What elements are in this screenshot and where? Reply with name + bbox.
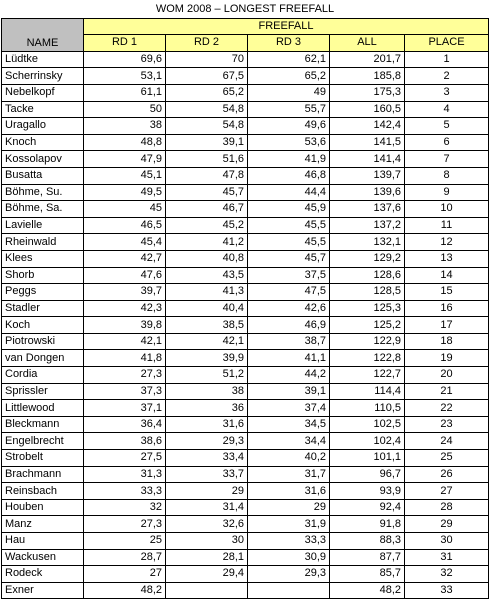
cell-name[interactable]: Kossolapov — [2, 151, 84, 168]
table-row — [2, 51, 489, 68]
cell-rd3[interactable]: 42,6 — [248, 300, 330, 317]
cell-rd1[interactable]: 47,9 — [84, 151, 166, 168]
cell-rd2[interactable]: 30 — [166, 533, 248, 550]
cell-place[interactable]: 2 — [405, 68, 489, 85]
cell-rd2[interactable]: 39,9 — [166, 350, 248, 367]
cell-name[interactable]: Hau — [2, 533, 84, 550]
cell-all[interactable]: 175,3 — [330, 84, 405, 101]
cell-rd2[interactable]: 70 — [166, 51, 248, 68]
cell-name[interactable]: van Dongen — [2, 350, 84, 367]
cell-place[interactable]: 14 — [405, 267, 489, 284]
cell-rd2[interactable]: 28,1 — [166, 549, 248, 566]
cell-all[interactable]: 129,2 — [330, 250, 405, 267]
table-row — [2, 84, 489, 101]
cell-place[interactable]: 25 — [405, 450, 489, 467]
table-row — [2, 483, 489, 500]
cell-all[interactable]: 110,5 — [330, 400, 405, 417]
cell-name[interactable]: Littlewood — [2, 400, 84, 417]
table-row — [2, 184, 489, 201]
results-sheet — [1, 2, 489, 599]
table-row — [2, 450, 489, 467]
cell-rd2[interactable]: 54,8 — [166, 118, 248, 135]
cell-rd1[interactable]: 31,3 — [84, 466, 166, 483]
cell-name[interactable]: Wackusen — [2, 549, 84, 566]
cell-rd1[interactable]: 69,6 — [84, 51, 166, 68]
cell-rd2[interactable]: 31,4 — [166, 499, 248, 516]
cell-name[interactable]: Lüdtke — [2, 51, 84, 68]
cell-rd2[interactable]: 40,4 — [166, 300, 248, 317]
table-row — [2, 217, 489, 234]
cell-rd2[interactable]: 31,6 — [166, 416, 248, 433]
cell-name[interactable]: Knoch — [2, 134, 84, 151]
cell-rd3[interactable]: 31,7 — [248, 466, 330, 483]
table-row — [2, 201, 489, 218]
cell-name[interactable]: Shorb — [2, 267, 84, 284]
cell-rd1[interactable]: 45,4 — [84, 234, 166, 251]
cell-all[interactable]: 122,8 — [330, 350, 405, 367]
cell-all[interactable]: 141,5 — [330, 134, 405, 151]
cell-rd3[interactable]: 30,9 — [248, 549, 330, 566]
cell-rd1[interactable]: 48,2 — [84, 582, 166, 599]
cell-rd3[interactable]: 38,7 — [248, 333, 330, 350]
cell-rd2[interactable]: 29,4 — [166, 566, 248, 583]
cell-all[interactable]: 102,5 — [330, 416, 405, 433]
cell-all[interactable]: 160,5 — [330, 101, 405, 118]
cell-place[interactable]: 21 — [405, 383, 489, 400]
cell-rd2[interactable]: 41,2 — [166, 234, 248, 251]
cell-name[interactable]: Reinsbach — [2, 483, 84, 500]
cell-rd2[interactable]: 36 — [166, 400, 248, 417]
cell-rd1[interactable]: 32 — [84, 499, 166, 516]
cell-rd2[interactable]: 51,6 — [166, 151, 248, 168]
cell-all[interactable]: 93,9 — [330, 483, 405, 500]
cell-all[interactable]: 122,9 — [330, 333, 405, 350]
cell-rd1[interactable]: 39,7 — [84, 284, 166, 301]
cell-name[interactable]: Strobelt — [2, 450, 84, 467]
cell-name[interactable]: Sprissler — [2, 383, 84, 400]
cell-place[interactable]: 26 — [405, 466, 489, 483]
cell-rd1[interactable]: 27,3 — [84, 516, 166, 533]
cell-rd3[interactable]: 45,9 — [248, 201, 330, 218]
cell-rd2[interactable]: 65,2 — [166, 84, 248, 101]
cell-name[interactable]: Tacke — [2, 101, 84, 118]
cell-place[interactable]: 31 — [405, 549, 489, 566]
cell-all[interactable]: 137,2 — [330, 217, 405, 234]
table-row — [2, 333, 489, 350]
cell-name[interactable]: Houben — [2, 499, 84, 516]
cell-rd3[interactable]: 37,4 — [248, 400, 330, 417]
column-header-rd3[interactable]: RD 3 — [248, 35, 330, 52]
cell-rd2[interactable]: 39,1 — [166, 134, 248, 151]
table-row — [2, 350, 489, 367]
table-row — [2, 533, 489, 550]
cell-name[interactable]: Rodeck — [2, 566, 84, 583]
cell-place[interactable]: 27 — [405, 483, 489, 500]
cell-rd2[interactable]: 45,7 — [166, 184, 248, 201]
cell-place[interactable]: 13 — [405, 250, 489, 267]
cell-rd2[interactable]: 47,8 — [166, 167, 248, 184]
cell-all[interactable]: 128,5 — [330, 284, 405, 301]
cell-all[interactable]: 141,4 — [330, 151, 405, 168]
cell-place[interactable]: 6 — [405, 134, 489, 151]
table-row — [2, 68, 489, 85]
table-row — [2, 499, 489, 516]
cell-rd2[interactable]: 40,8 — [166, 250, 248, 267]
cell-rd3[interactable]: 29,3 — [248, 566, 330, 583]
cell-place[interactable]: 11 — [405, 217, 489, 234]
cell-rd3[interactable]: 33,3 — [248, 533, 330, 550]
cell-rd1[interactable]: 37,1 — [84, 400, 166, 417]
cell-rd3[interactable]: 53,6 — [248, 134, 330, 151]
cell-all[interactable]: 185,8 — [330, 68, 405, 85]
cell-rd3[interactable]: 34,5 — [248, 416, 330, 433]
cell-all[interactable]: 85,7 — [330, 566, 405, 583]
cell-place[interactable]: 7 — [405, 151, 489, 168]
cell-rd2[interactable]: 46,7 — [166, 201, 248, 218]
cell-name[interactable]: Exner — [2, 582, 84, 599]
cell-place[interactable]: 17 — [405, 317, 489, 334]
cell-place[interactable]: 30 — [405, 533, 489, 550]
table-row — [2, 267, 489, 284]
cell-rd3[interactable]: 49,6 — [248, 118, 330, 135]
table-row — [2, 101, 489, 118]
cell-name[interactable]: Stadler — [2, 300, 84, 317]
cell-place[interactable]: 28 — [405, 499, 489, 516]
cell-name[interactable]: Engelbrecht — [2, 433, 84, 450]
cell-name[interactable]: Koch — [2, 317, 84, 334]
cell-place[interactable]: 8 — [405, 167, 489, 184]
cell-all[interactable]: 114,4 — [330, 383, 405, 400]
group-header-freefall[interactable]: FREEFALL — [84, 18, 489, 35]
table-row — [2, 250, 489, 267]
cell-name[interactable]: Böhme, Sa. — [2, 201, 84, 218]
cell-place[interactable]: 23 — [405, 416, 489, 433]
cell-rd3[interactable]: 47,5 — [248, 284, 330, 301]
cell-rd1[interactable]: 28,7 — [84, 549, 166, 566]
results-table — [1, 2, 489, 599]
table-row — [2, 416, 489, 433]
cell-rd2[interactable]: 38,5 — [166, 317, 248, 334]
cell-all[interactable]: 101,1 — [330, 450, 405, 467]
column-header-rd1[interactable]: RD 1 — [84, 35, 166, 52]
cell-rd1[interactable]: 61,1 — [84, 84, 166, 101]
cell-rd1[interactable]: 42,3 — [84, 300, 166, 317]
cell-name[interactable]: Busatta — [2, 167, 84, 184]
cell-name[interactable]: Piotrowski — [2, 333, 84, 350]
cell-all[interactable]: 91,8 — [330, 516, 405, 533]
column-header-name[interactable]: NAME — [2, 18, 84, 51]
cell-all[interactable]: 142,4 — [330, 118, 405, 135]
cell-all[interactable]: 139,6 — [330, 184, 405, 201]
cell-name[interactable]: Lavielle — [2, 217, 84, 234]
cell-all[interactable]: 137,6 — [330, 201, 405, 218]
cell-all[interactable]: 132,1 — [330, 234, 405, 251]
table-row — [2, 118, 489, 135]
cell-place[interactable]: 32 — [405, 566, 489, 583]
cell-rd2[interactable]: 42,1 — [166, 333, 248, 350]
cell-rd1[interactable]: 27,5 — [84, 450, 166, 467]
cell-rd1[interactable]: 46,5 — [84, 217, 166, 234]
cell-rd3[interactable]: 31,6 — [248, 483, 330, 500]
cell-rd1[interactable]: 42,1 — [84, 333, 166, 350]
cell-rd3[interactable]: 44,4 — [248, 184, 330, 201]
table-row — [2, 400, 489, 417]
cell-name[interactable]: Brachmann — [2, 466, 84, 483]
cell-rd1[interactable]: 27 — [84, 566, 166, 583]
cell-place[interactable]: 29 — [405, 516, 489, 533]
cell-all[interactable]: 201,7 — [330, 51, 405, 68]
cell-place[interactable]: 1 — [405, 51, 489, 68]
cell-name[interactable]: Scherrinsky — [2, 68, 84, 85]
cell-name[interactable]: Rheinwald — [2, 234, 84, 251]
table-row — [2, 433, 489, 450]
table-row — [2, 317, 489, 334]
cell-rd3[interactable]: 29 — [248, 499, 330, 516]
cell-all[interactable]: 92,4 — [330, 499, 405, 516]
table-row — [2, 582, 489, 599]
cell-name[interactable]: Peggs — [2, 284, 84, 301]
table-row — [2, 466, 489, 483]
cell-rd2[interactable]: 67,5 — [166, 68, 248, 85]
cell-place[interactable]: 3 — [405, 84, 489, 101]
table-row — [2, 300, 489, 317]
cell-rd2[interactable]: 29 — [166, 483, 248, 500]
cell-rd3[interactable]: 31,9 — [248, 516, 330, 533]
cell-all[interactable]: 122,7 — [330, 367, 405, 384]
cell-rd1[interactable]: 45 — [84, 201, 166, 218]
table-row — [2, 383, 489, 400]
cell-rd3[interactable]: 34,4 — [248, 433, 330, 450]
cell-place[interactable]: 33 — [405, 582, 489, 599]
cell-place[interactable]: 15 — [405, 284, 489, 301]
table-row — [2, 549, 489, 566]
cell-rd1[interactable]: 53,1 — [84, 68, 166, 85]
cell-rd3[interactable]: 45,5 — [248, 217, 330, 234]
cell-place[interactable]: 19 — [405, 350, 489, 367]
cell-rd2[interactable]: 45,2 — [166, 217, 248, 234]
cell-rd3[interactable]: 49 — [248, 84, 330, 101]
cell-rd2[interactable]: 33,4 — [166, 450, 248, 467]
cell-rd3[interactable]: 45,5 — [248, 234, 330, 251]
cell-rd1[interactable]: 38 — [84, 118, 166, 135]
cell-place[interactable]: 22 — [405, 400, 489, 417]
column-header-all[interactable]: ALL — [330, 35, 405, 52]
cell-place[interactable]: 5 — [405, 118, 489, 135]
cell-all[interactable]: 139,7 — [330, 167, 405, 184]
cell-rd3[interactable]: 37,5 — [248, 267, 330, 284]
table-row — [2, 367, 489, 384]
cell-name[interactable]: Nebelkopf — [2, 84, 84, 101]
cell-rd1[interactable]: 38,6 — [84, 433, 166, 450]
cell-rd3[interactable]: 41,1 — [248, 350, 330, 367]
cell-rd3[interactable]: 65,2 — [248, 68, 330, 85]
column-header-place[interactable]: PLACE — [405, 35, 489, 52]
cell-rd3[interactable]: 45,7 — [248, 250, 330, 267]
cell-rd2[interactable]: 33,7 — [166, 466, 248, 483]
table-row — [2, 516, 489, 533]
cell-rd3[interactable]: 46,8 — [248, 167, 330, 184]
results-body — [2, 51, 489, 599]
cell-rd3[interactable]: 62,1 — [248, 51, 330, 68]
cell-rd2[interactable]: 32,6 — [166, 516, 248, 533]
cell-name[interactable]: Böhme, Su. — [2, 184, 84, 201]
cell-name[interactable]: Uragallo — [2, 118, 84, 135]
cell-rd2[interactable]: 38 — [166, 383, 248, 400]
cell-all[interactable]: 48,2 — [330, 582, 405, 599]
cell-place[interactable]: 20 — [405, 367, 489, 384]
cell-place[interactable]: 24 — [405, 433, 489, 450]
cell-all[interactable]: 125,3 — [330, 300, 405, 317]
table-row — [2, 167, 489, 184]
table-row — [2, 566, 489, 583]
cell-rd3[interactable]: 46,9 — [248, 317, 330, 334]
cell-rd1[interactable]: 48,8 — [84, 134, 166, 151]
cell-rd2[interactable] — [166, 582, 248, 599]
cell-rd1[interactable]: 36,4 — [84, 416, 166, 433]
cell-place[interactable]: 9 — [405, 184, 489, 201]
cell-rd1[interactable]: 47,6 — [84, 267, 166, 284]
table-row — [2, 151, 489, 168]
cell-rd3[interactable]: 40,2 — [248, 450, 330, 467]
column-header-rd2[interactable]: RD 2 — [166, 35, 248, 52]
cell-rd1[interactable]: 41,8 — [84, 350, 166, 367]
cell-name[interactable]: Klees — [2, 250, 84, 267]
cell-rd2[interactable]: 43,5 — [166, 267, 248, 284]
cell-rd1[interactable]: 42,7 — [84, 250, 166, 267]
cell-all[interactable]: 102,4 — [330, 433, 405, 450]
cell-rd3[interactable]: 41,9 — [248, 151, 330, 168]
cell-rd2[interactable]: 51,2 — [166, 367, 248, 384]
table-row — [2, 134, 489, 151]
cell-rd2[interactable]: 54,8 — [166, 101, 248, 118]
cell-rd2[interactable]: 41,3 — [166, 284, 248, 301]
cell-rd3[interactable]: 55,7 — [248, 101, 330, 118]
cell-all[interactable]: 96,7 — [330, 466, 405, 483]
cell-rd1[interactable]: 45,1 — [84, 167, 166, 184]
cell-rd1[interactable]: 33,3 — [84, 483, 166, 500]
cell-all[interactable]: 128,6 — [330, 267, 405, 284]
cell-place[interactable]: 16 — [405, 300, 489, 317]
cell-place[interactable]: 12 — [405, 234, 489, 251]
cell-place[interactable]: 18 — [405, 333, 489, 350]
cell-place[interactable]: 10 — [405, 201, 489, 218]
cell-rd1[interactable]: 50 — [84, 101, 166, 118]
cell-rd1[interactable]: 49,5 — [84, 184, 166, 201]
cell-rd3[interactable] — [248, 582, 330, 599]
cell-all[interactable]: 88,3 — [330, 533, 405, 550]
cell-all[interactable]: 87,7 — [330, 549, 405, 566]
cell-name[interactable]: Bleckmann — [2, 416, 84, 433]
cell-all[interactable]: 125,2 — [330, 317, 405, 334]
cell-rd1[interactable]: 37,3 — [84, 383, 166, 400]
cell-rd1[interactable]: 25 — [84, 533, 166, 550]
cell-name[interactable]: Cordia — [2, 367, 84, 384]
cell-rd2[interactable]: 29,3 — [166, 433, 248, 450]
table-row — [2, 284, 489, 301]
table-row — [2, 234, 489, 251]
sheet-title: WOM 2008 – LONGEST FREEFALL — [155, 3, 335, 16]
cell-rd1[interactable]: 39,8 — [84, 317, 166, 334]
cell-name[interactable]: Manz — [2, 516, 84, 533]
cell-rd3[interactable]: 39,1 — [248, 383, 330, 400]
cell-rd1[interactable]: 27,3 — [84, 367, 166, 384]
cell-rd3[interactable]: 44,2 — [248, 367, 330, 384]
cell-place[interactable]: 4 — [405, 101, 489, 118]
